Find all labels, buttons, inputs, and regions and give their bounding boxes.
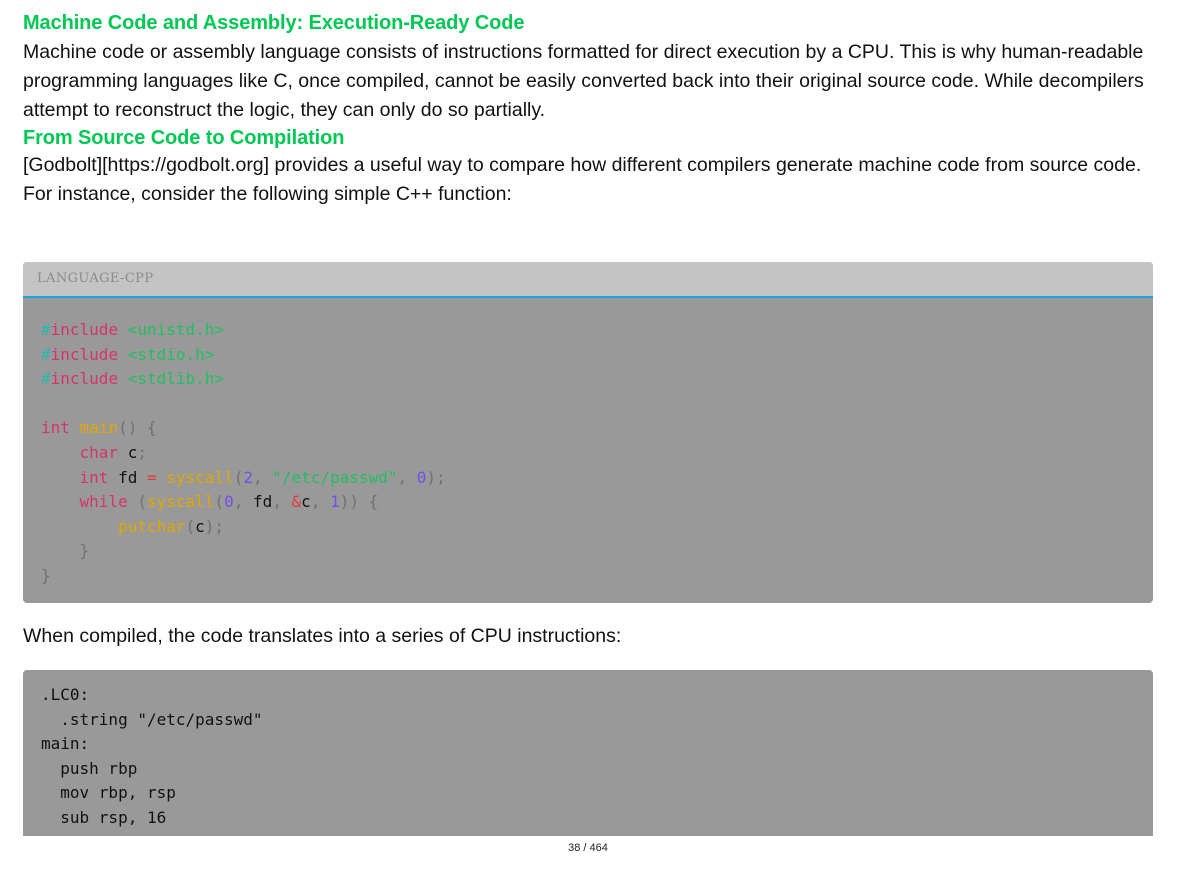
page-content [23,10,1153,209]
cpp-code-block [23,262,1153,603]
assembly-code-block [23,670,1153,836]
assembly-source-code: .LC0: .string "/etc/passwd" main: push rbp mov rbp, rsp sub rsp, 16 [41,685,263,827]
compiled-intro-paragraph: When compiled, the code translates into a series of CPU instructions: [23,625,622,647]
cpp-source-code: #include <unistd.h> #include <stdio.h> #include <stdlib.h> int main() { char c; int fd = syscall(2, "/etc/passwd", 0); while (syscall(0, fd, &c, 1)) { putchar(c); } } [41,320,446,585]
section-heading-compilation: From Source Code to Compilation [23,127,345,149]
example-intro-paragraph: For instance, consider the following simple C++ function: [23,183,512,205]
page-number: 38 / 464 [568,842,608,854]
machine-code-paragraph: Machine code or assembly language consists of instructions formatted for direct execution by a CPU. This is why human-readable programming languages like C, once compiled, cannot be easily converted back into their original source code. While decompilers attempt to reconstruct the logic, they can only do so partially. [23,41,1144,121]
code-language-label: LANGUAGE-CPP [23,262,1153,298]
section-heading-machine-code: Machine Code and Assembly: Execution-Ready Code [23,12,525,34]
godbolt-paragraph: [Godbolt][https://godbolt.org] provides a useful way to compare how different compilers generate machine code from source code. [23,154,1142,176]
